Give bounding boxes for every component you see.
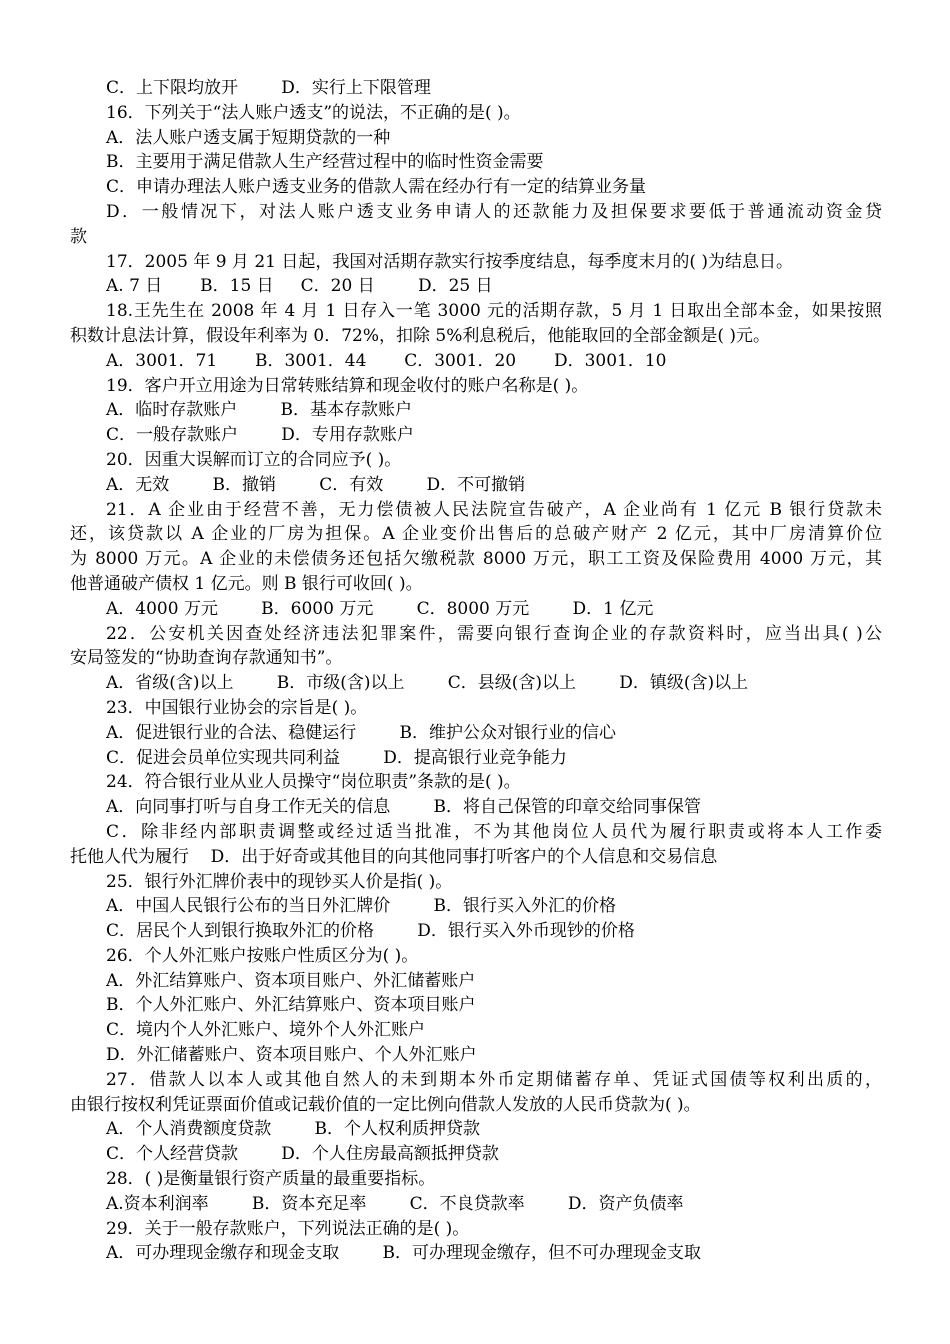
option-line: A．法人账户透支属于短期贷款的一种 [106, 127, 391, 148]
question-23: 23．中国银行业协会的宗旨是( )。 [106, 697, 368, 718]
option-line: A．可办理现金缴存和现金支取 B．可办理现金缴存，但不可办理现金支取 [106, 1243, 701, 1264]
option-line: C．除非经内部职责调整或经过适当批准，不为其他岗位人员代为履行职责或将本人工作委 [106, 821, 882, 842]
option-line: B．个人外汇账户、外汇结算账户、资本项目账户 [106, 995, 476, 1016]
option-line: A. 7 日 B．15 日 C．20 日 D．25 日 [106, 276, 493, 297]
question-16: 16．下列关于“法人账户透支”的说法，不正确的是( )。 [106, 102, 521, 123]
question-24: 24．符合银行业从业人员操守“岗位职责”条款的是( )。 [106, 772, 521, 793]
option-line: A．临时存款账户 B．基本存款账户 [106, 400, 412, 421]
question-21-continued: 还，该贷款以 A 企业的厂房为担保。A 企业变价出售后的总破产财产 2 亿元，其中厂房清算价位 [70, 524, 882, 545]
option-line: A．个人消费额度贷款 B．个人权利质押贷款 [106, 1119, 480, 1140]
question-21: 21．A 企业由于经营不善，无力偿债被人民法院宣告破产，A 企业尚有 1 亿元 B 银行贷款未 [106, 499, 882, 520]
option-line: C．上下限均放开 D．实行上下限管理 [106, 78, 431, 98]
option-line: A．3001．71 B．3001．44 C．3001．20 D．3001．10 [106, 350, 667, 371]
option-line: C．境内个人外汇账户、境外个人外汇账户 [106, 1020, 426, 1041]
option-line: A．4000 万元 B．6000 万元 C．8000 万元 D．1 亿元 [106, 598, 654, 619]
option-line: C．一般存款账户 D．专用存款账户 [106, 425, 414, 446]
question-22: 22．公安机关因查处经济违法犯罪案件，需要向银行查询企业的存款资料时，应当出具( )公 [106, 623, 882, 644]
option-line-continued: 款 [70, 226, 87, 247]
option-line: D．外汇储蓄账户、资本项目账户、个人外汇账户 [106, 1045, 477, 1066]
question-26: 26．个人外汇账户按账户性质区分为( )。 [106, 945, 419, 966]
question-28: 28．( )是衡量银行资产质量的最重要指标。 [106, 1169, 436, 1190]
question-18-continued: 积数计息法计算，假设年利率为 0．72%，扣除 5%利息税后，他能取回的全部金额是( )元。 [70, 325, 771, 346]
question-19: 19．客户开立用途为日常转账结算和现金收付的账户名称是( )。 [106, 375, 589, 396]
option-line: C．居民个人到银行换取外汇的价格 D．银行买入外币现钞的价格 [106, 921, 635, 942]
option-line: A．促进银行业的合法、稳健运行 B．维护公众对银行业的信心 [106, 722, 616, 743]
question-21-continued: 为 8000 万元。A 企业的未偿债务还包括欠缴税款 8000 万元，职工工资及保险费用 4000 万元，其 [70, 549, 882, 570]
question-20: 20．因重大误解而订立的合同应予( )。 [106, 449, 402, 470]
option-line: A．外汇结算账户、资本项目账户、外汇储蓄账户 [106, 970, 476, 991]
option-line: A．省级(含)以上 B．市级(含)以上 C．县级(含)以上 D．镇级(含)以上 [106, 673, 749, 694]
question-18: 18.王先生在 2008 年 4 月 1 日存入一笔 3000 元的活期存款，5 月 1 日取出全部本金，如果按照 [106, 301, 882, 322]
question-22-continued: 安局签发的“协助查询存款通知书”。 [70, 648, 343, 669]
option-line: B．主要用于满足借款人生产经营过程中的临时性资金需要 [106, 152, 544, 173]
option-line: A．中国人民银行公布的当日外汇牌价 B．银行买入外汇的价格 [106, 896, 616, 917]
question-25: 25．银行外汇牌价表中的现钞买人价是指( )。 [106, 871, 453, 892]
question-21-continued: 他普通破产债权 1 亿元。则 B 银行可收回( )。 [70, 573, 423, 594]
option-line: C．个人经营贷款 D．个人住房最高额抵押贷款 [106, 1144, 499, 1165]
exam-questions [70, 76, 882, 1266]
option-line: A．向同事打听与自身工作无关的信息 B．将自己保管的印章交给同事保管 [106, 797, 701, 818]
option-line: A．无效 B．撤销 C．有效 D．不可撤销 [106, 474, 526, 495]
option-line-continued: 托他人代为履行 D．出于好奇或其他目的向其他同事打听客户的个人信息和交易信息 [70, 846, 718, 867]
question-27: 27．借款人以本人或其他自然人的未到期本外币定期储蓄存单、凭证式国债等权利出质的， [106, 1069, 882, 1090]
question-17: 17．2005 年 9 月 21 日起，我国对活期存款实行按季度结息，每季度末月的( )为结息日。 [106, 251, 794, 272]
option-line: C．促进会员单位实现共同利益 D．提高银行业竞争能力 [106, 747, 567, 768]
option-line: C．申请办理法人账户透支业务的借款人需在经办行有一定的结算业务量 [106, 177, 647, 198]
option-line: D．一般情况下，对法人账户透支业务申请人的还款能力及担保要求要低于普通流动资金贷 [106, 201, 882, 222]
question-27-continued: 由银行按权利凭证票面价值或记载价值的一定比例向借款人发放的人民币贷款为( )。 [70, 1094, 701, 1115]
option-line: A.资本利润率 B．资本充足率 C．不良贷款率 D．资产负债率 [106, 1193, 684, 1214]
question-29: 29．关于一般存款账户，下列说法正确的是( )。 [106, 1218, 470, 1239]
